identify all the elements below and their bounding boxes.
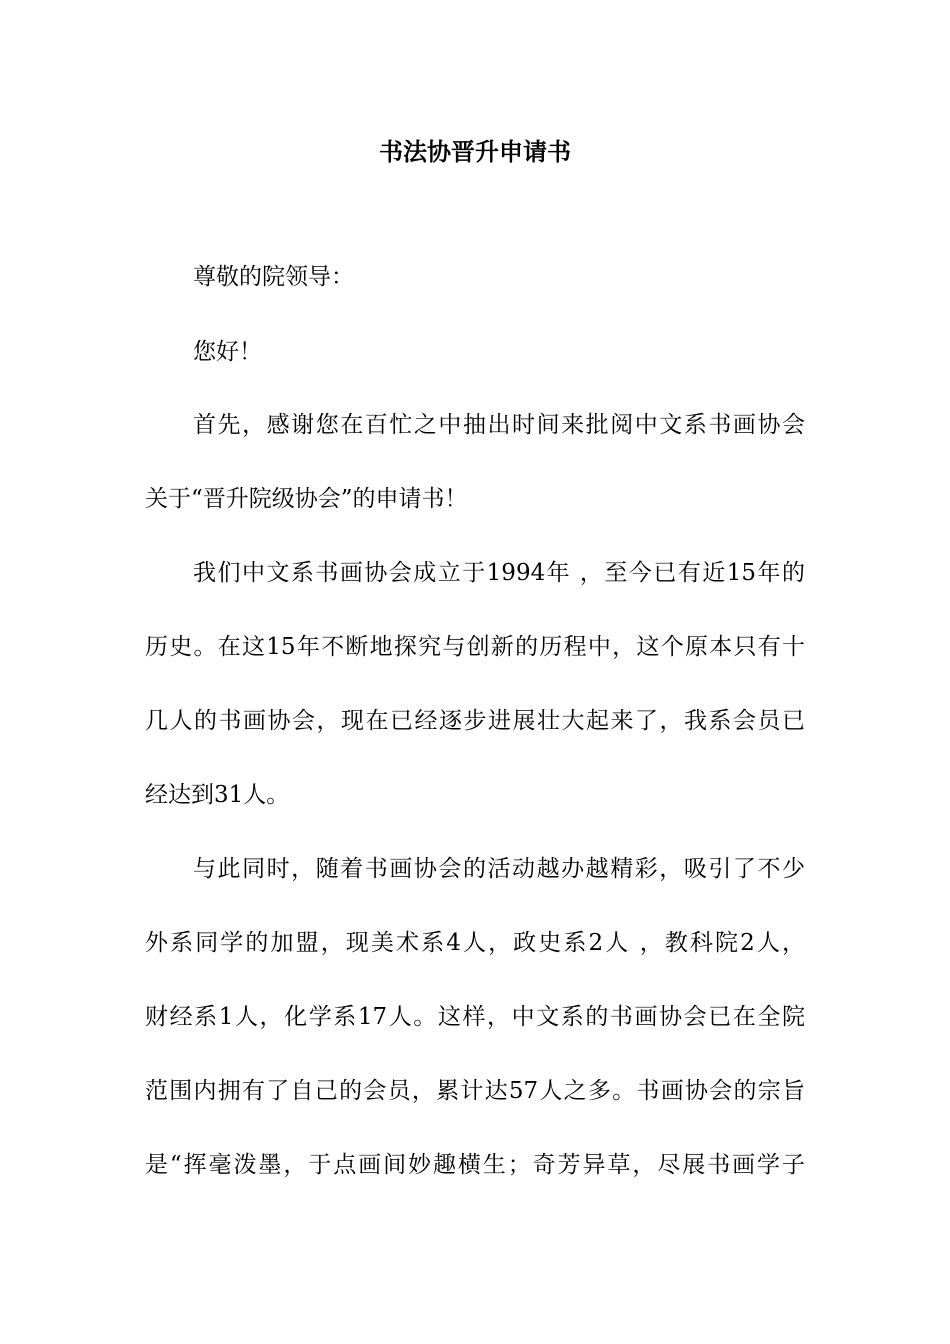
paragraph-line: 是“挥毫泼墨，于点画间妙趣横生；奇芳异草，尽展书画学子 (145, 1152, 805, 1178)
paragraph-line: 财经系1人，化学系17人。这样，中文系的书画协会已在全院 (145, 1004, 805, 1030)
paragraph-line: 范围内拥有了自己的会员，累计达57人之多。书画协会的宗旨 (145, 1078, 805, 1104)
salutation: 尊敬的院领导： (193, 264, 354, 290)
paragraph-line: 首先，感谢您在百忙之中抽出时间来批阅中文系书画协会 (193, 412, 805, 438)
paragraph-line: 关于“晋升院级协会”的申请书！ (145, 486, 468, 512)
paragraph-line: 我们中文系书画协会成立于1994年 ，至今已有近15年的 (193, 560, 805, 586)
paragraph-line: 几人的书画协会，现在已经逐步进展壮大起来了，我系会员已 (145, 708, 805, 734)
paragraph-line: 历史。在这15年不断地探究与创新的历程中，这个原本只有十 (145, 634, 805, 660)
paragraph-line: 经达到31人。 (145, 782, 290, 808)
greeting: 您好！ (193, 339, 262, 365)
paragraph-line: 外系同学的加盟，现美术系4人，政史系2人 ，教科院2人， (145, 930, 805, 956)
paragraph-line: 与此同时，随着书画协会的活动越办越精彩，吸引了不少 (193, 856, 805, 882)
document-title: 书法协晋升申请书 (379, 137, 571, 166)
